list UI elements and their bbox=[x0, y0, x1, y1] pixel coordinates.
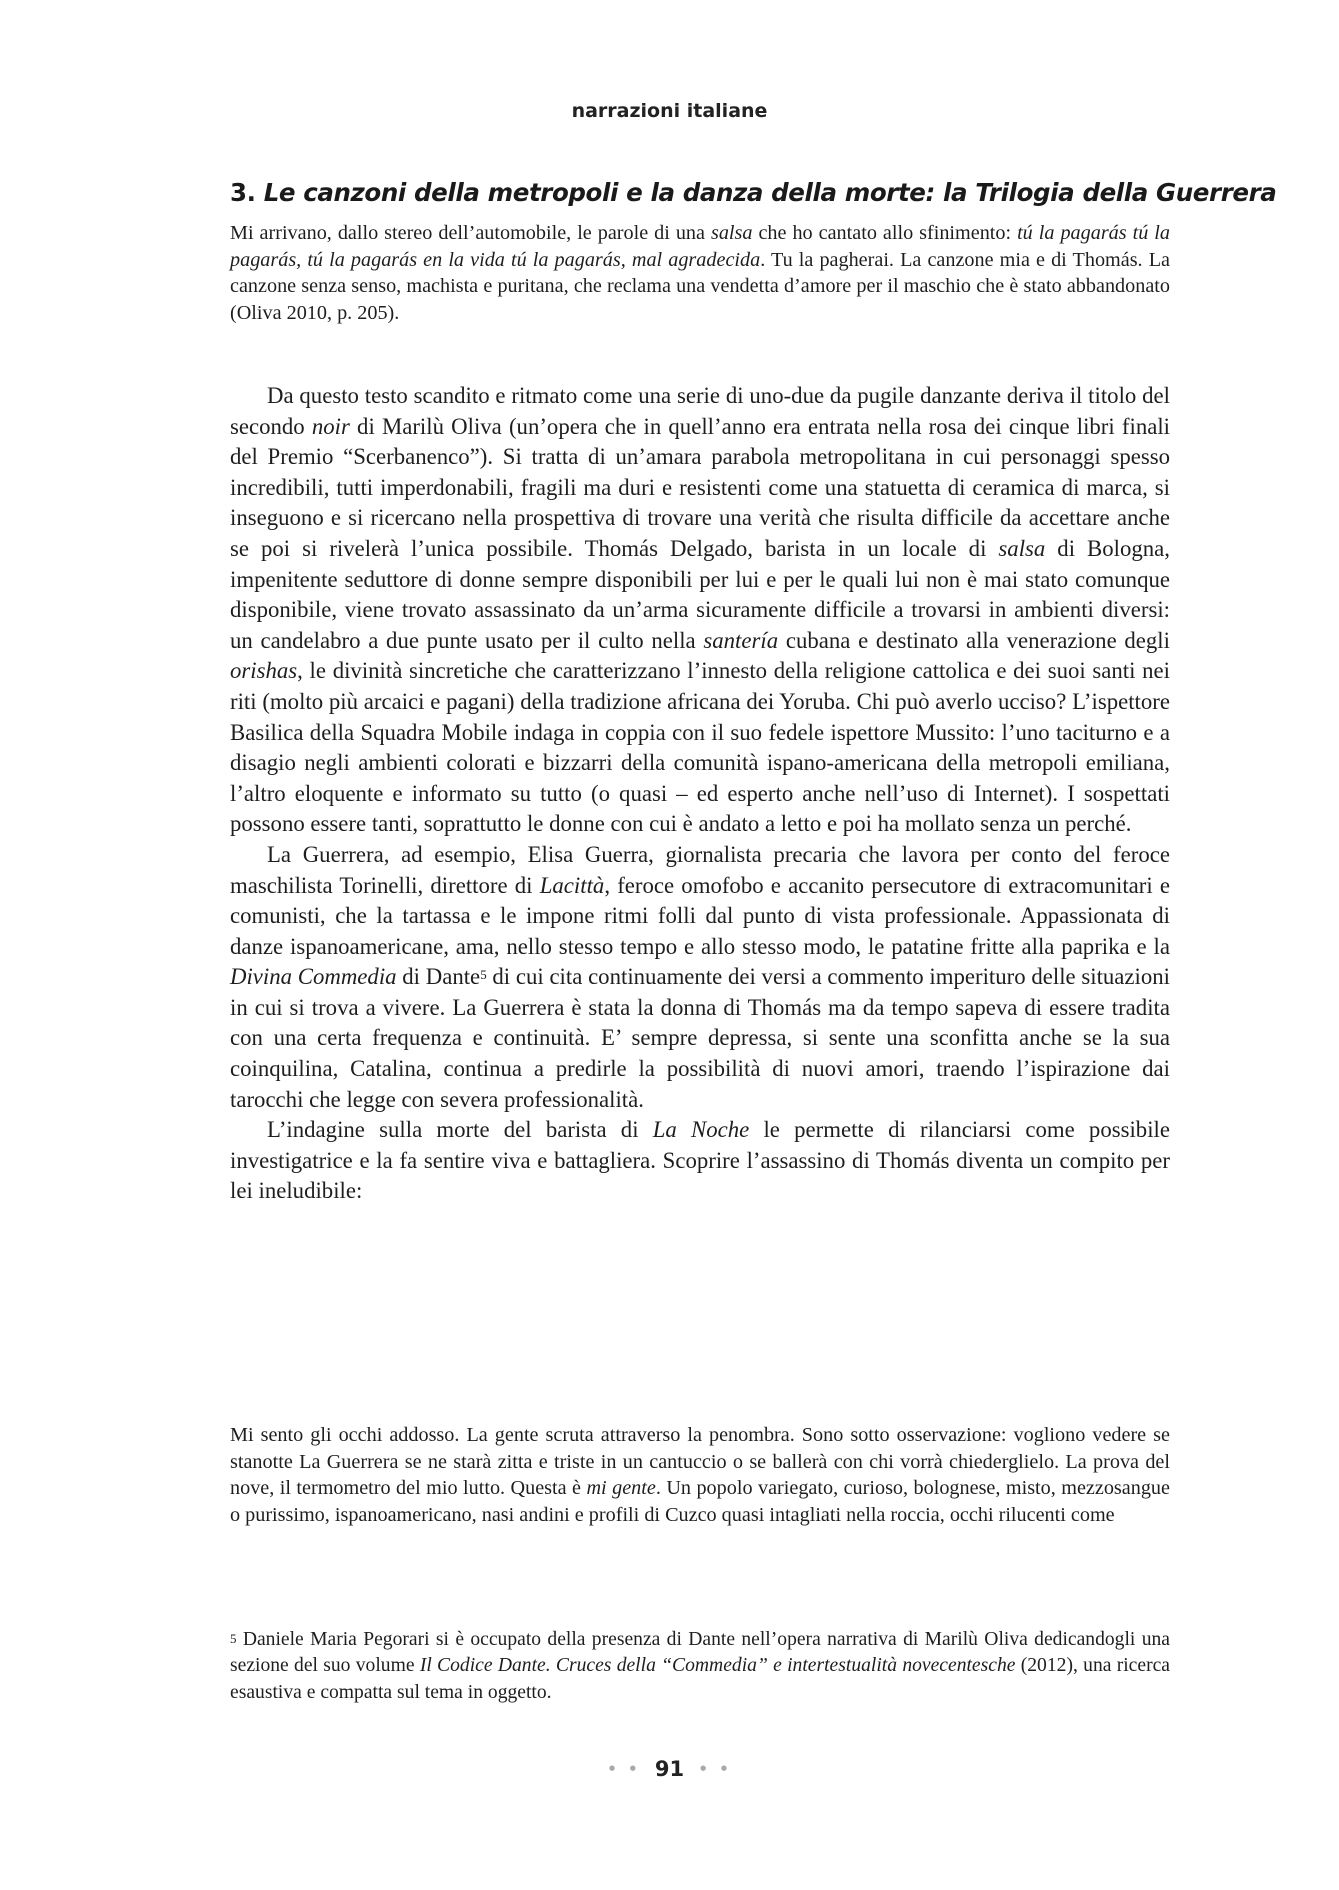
footnote-reference-5[interactable]: 5 bbox=[480, 967, 487, 983]
block-quote-2-text: Mi sento gli occhi addosso. La gente scruta attraverso la penombra. Sono sotto osservazione: vogliono vedere se stanotte La Guerrera se ne starà zitta e triste in un cantuccio o se ballerà con chi vorrà chiederglielo. La prova del nove, il termometro del mio lutto. Questa è mi gente. Un popolo variegato, curioso, bolognese, misto, mezzosangue o purissimo, ispanoamericano, nasi andini e profili di Cuzco quasi intagliati nella roccia, occhi rilucenti come bbox=[230, 1424, 1170, 1526]
folio-dots-left: • • bbox=[607, 1760, 649, 1778]
footnote-text: $^5$ Daniele Maria Pegorari si è occupato della presenza di Dante nell’opera narrativa di Marilù Oliva dedicandogli una sezione del suo volume Il Codice Dante. Cruces della “Commedia” e intertestualità novecentesche (2012), una ricerca esaustiva e compatta sul tema in oggetto. bbox=[230, 1629, 1170, 1703]
section-number: 3. bbox=[230, 178, 256, 207]
block-quote-1 bbox=[230, 220, 1170, 326]
paragraph-3: L’indagine sulla morte del barista di La Noche le permette di rilanciarsi come possibile investigatrice e la fa sentire viva e battagliera. Scoprire l’assassino di Thomás diventa un compito per lei ineludibile: bbox=[230, 1117, 1170, 1204]
running-head: narrazioni italiane bbox=[571, 100, 768, 122]
section-title bbox=[230, 178, 1277, 207]
body-text bbox=[230, 381, 1170, 1207]
page-number bbox=[0, 1757, 1339, 1781]
block-quote-1-text: Mi arrivano, dallo stereo dell’automobile, le parole di una salsa che ho cantato allo sfinimento: tú la pagarás tú la pagarás, tú la pagarás en la vida tú la pagarás, mal agradecida. Tu la pagherai. La canzone mia e di Thomás. La canzone senza senso, machista e puritana, che reclama una vendetta d’amore per il maschio che è stato abbandonato (Oliva 2010, p. 205). bbox=[230, 222, 1170, 324]
folio-dots-right: • • bbox=[690, 1760, 732, 1778]
footnote-mark: 5 bbox=[230, 1631, 237, 1646]
paragraph-1: Da questo testo scandito e ritmato come una serie di uno-due da pugile danzante deriva il titolo del secondo noir di Marilù Oliva (un’opera che in quell’anno era entrata nella rosa dei cinque libri finali del Premio “Scerbanenco”). Si tratta di un’amara parabola metropolitana in cui personaggi spesso incredibili, tutti imperdonabili, fragili ma duri e resistenti come una statuetta di ceramica di marca, si inseguono e si ricercano nella prospettiva di trovare una verità che risulta difficile da accettare anche se poi si rivelerà l’unica possibile. Thomás Delgado, barista in un locale di salsa di Bologna, impenitente seduttore di donne sempre disponibili per lui e per le quali lui non è mai stato comunque disponibile, viene trovato assassinato da un’arma sicuramente difficile a trovarsi in ambienti diversi: un candelabro a due punte usato per il culto nella santería cubana e destinato alla venerazione degli orishas, le divinità sincretiche che caratterizzano l’innesto della religione cattolica e dei suoi santi nei riti (molto più arcaici e pagani) della tradizione africana dei Yoruba. Chi può averlo ucciso? L’ispettore Basilica della Squadra Mobile indaga in coppia con il suo fedele ispettore Mussito: l’uno taciturno e a disagio negli ambienti colorati e bizzarri della comunità ispano-americana della metropoli emiliana, l’altro eloquente e informato su tutto (o quasi – ed esperto anche nell’uso di Internet). I sospettati possono essere tanti, soprattutto le donne con cui è andato a letto e poi ha mollato senza un perché. bbox=[230, 383, 1171, 837]
paragraph-2: La Guerrera, ad esempio, Elisa Guerra, giornalista precaria che lavora per conto del feroce maschilista Torinelli, direttore di Lacittà, feroce omofobo e accanito persecutore di extracomunitari e comunisti, che la tartassa e le impone ritmi folli dal punto di vista professionale. Appassionata di danze ispanoamericane, ama, nello stesso tempo e allo stesso modo, le patatine fritte alla paprika e la Divina Commedia di Dante$^5$ di cui cita continuamente dei versi a commento imperituro delle situazioni in cui si trova a vivere. La Guerrera è stata la donna di Thomás ma da tempo sapeva di essere tradita con una certa frequenza e continuità. E’ sempre depressa, si sente una sconfitta anche se la sua coinquilina, Catalina, continua a predirle la possibilità di nuovi amori, traendo l’ispirazione dai tarocchi che legge con severa professionalità. bbox=[230, 841, 1171, 1112]
footnote-5 bbox=[230, 1627, 1170, 1706]
block-quote-2 bbox=[230, 1422, 1170, 1528]
section-title-text: Le canzoni della metropoli e la danza della morte: la Trilogia della Guerrera bbox=[263, 178, 1277, 207]
page-number-value: 91 bbox=[654, 1757, 685, 1781]
